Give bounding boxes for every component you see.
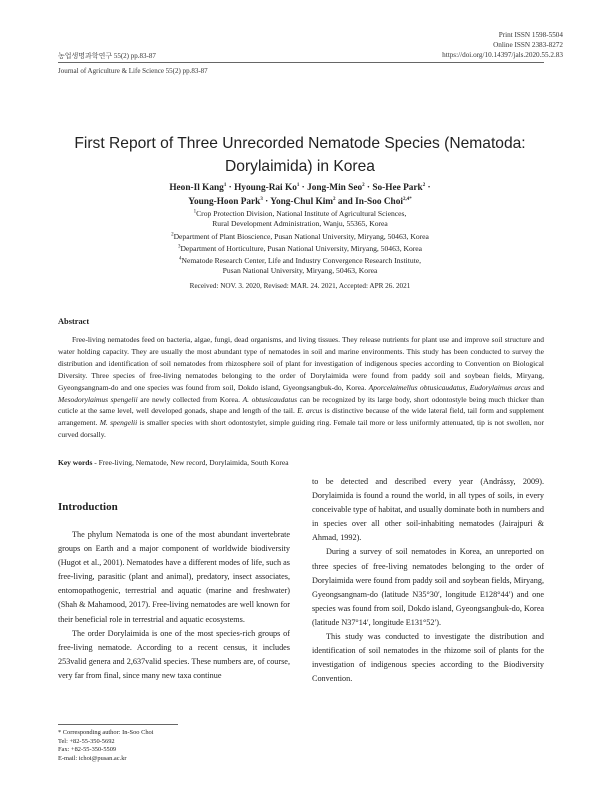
author-sup: 2 (422, 182, 426, 188)
affil-sup: 1 (193, 209, 197, 215)
journal-korean: 농업생명과학연구 55(2) pp.83-87 (58, 52, 156, 60)
issn-block (442, 30, 563, 60)
received-dates: Received: NOV. 3. 2020, Revised: MAR. 24. 2021, Accepted: APR 26. 2021 (189, 282, 411, 290)
affiliation-1-cont: Rural Development Administration, Wanju, 55365, Korea (212, 219, 388, 229)
title-line-1: First Report of Three Unrecorded Nematode Species (Nematoda: (74, 135, 526, 152)
journal-english: Journal of Agriculture & Life Science 55(2) pp.83-87 (58, 67, 208, 75)
footnote-rule (58, 724, 178, 725)
abstract-text: and (530, 382, 545, 392)
species-name: Eudorylaimus arcus (469, 382, 531, 392)
title-line-2: Dorylaimida) in Korea (225, 158, 375, 175)
author-name: Heon-Il Kang (169, 183, 224, 193)
tel: Tel: +82-55-350-5692 (58, 737, 115, 745)
author-separator: · (425, 183, 431, 193)
author-name: · Yong-Chul Kim (262, 197, 334, 207)
author-sup: 1 (296, 182, 300, 188)
right-column (312, 475, 544, 686)
author-sup: 1 (223, 182, 227, 188)
keywords (58, 458, 289, 467)
species-name: Aporcelaimellus obtusicaudatus (368, 382, 466, 392)
affiliation-4-cont: Pusan National University, Miryang, 50463, Korea (222, 266, 378, 276)
species-name: A. obtusicaudatus (242, 394, 298, 404)
intro-paragraph: The order Dorylaimida is one of the most species-rich groups of free-living nematode. According to a recent census, it includes 253valid genera and 2,637valid species. These numbers are, of course, very far from final, since many new taxa continue (58, 628, 290, 680)
keywords-text: - Free-living, Nematode, New record, Dorylaimida, South Korea (92, 458, 289, 467)
fax: Fax: +82-55-350-5509 (58, 746, 117, 754)
section-heading-introduction: Introduction (58, 501, 118, 513)
species-name: M. spengelii (99, 418, 138, 428)
abstract-text: can be recognized by its large body, short odontostyle being much thicker than cuticle at the same level, well developed gonads, shape and length of the tail. (58, 394, 545, 416)
affil-sup: 3 (177, 244, 181, 250)
abstract-text: are newly collected from Korea. (137, 394, 243, 404)
affiliation-1: Crop Protection Division, National Institute of Agricultural Sciences, (196, 209, 407, 218)
intro-paragraph: to be detected and described every year (Andrássy, 2009). Dorylaimida is found a round the world, in all types of soils, in every conceivable type of habitat, and usually dominate both in numbers and in species over all other soil-inhabiting nematodes (Jairajpuri & Ahmad, 1992). (312, 477, 544, 543)
corresponding-author: * Corresponding author: In-Soo Choi (58, 729, 154, 736)
author-name: · Hyoung-Rai Ko (226, 183, 297, 193)
header-rule (58, 62, 544, 63)
print-issn: Print ISSN 1598-5504 (498, 31, 563, 39)
paper-title (40, 132, 560, 178)
author-name: · Jong-Min Seo (299, 183, 363, 193)
abstract-text: is smaller species with short odontostylet, simple guiding ring. Female tail more or less uniformly attenuated, tip is not swollen, nor curved dorsally. (58, 418, 544, 440)
author-list (60, 181, 540, 209)
author-name: Young-Hoon Park (188, 197, 261, 207)
doi-link[interactable]: https://doi.org/10.14397/jals.2020.55.2.83 (442, 51, 563, 59)
online-issn: Online ISSN 2383-8272 (493, 41, 563, 49)
abstract-text: Free-living nematodes feed on bacteria, algae, fungi, dead organisms, and living tissues. They release nutrients for plant use and improve soil structure and water holding capacity. They are usually the most abundant type of nematodes in soil and marine environments. This study has been conducted to survey the distribution and identification of soil nematodes from rhizosphere soil of plant for investigation of indigenous species according to Convention on Biological Diversity. Three species of free-living nematodes belonging to the order of Dorylaimida were found from paddy soil and soybean fields, Miryang, Gyeongsangnam-do and one species was found from soil, Dokdo island, Gyeongsangbuk-do, Korea. (58, 335, 544, 392)
intro-paragraph: This study was conducted to investigate the distribution and identification of soil nematodes in the rhizome soil of plants for the investigation of indigenous species according to the Biodiversity Convention. (312, 632, 544, 684)
author-sup: 2,4* (402, 196, 412, 202)
abstract-body (58, 334, 544, 441)
corresponding-footnote (58, 729, 154, 763)
affiliations (80, 209, 520, 277)
author-sup: 2 (362, 182, 365, 188)
affil-sup: 2 (171, 232, 174, 238)
abstract-text: is distinctive because of the wide lateral field, tail form and supplement arrangement. (58, 406, 545, 428)
affil-sup: 4 (178, 256, 182, 262)
author-name: and In-Soo Choi (335, 197, 403, 207)
author-name: · So-Hee Park (364, 183, 423, 193)
author-sup: 2 (333, 196, 336, 202)
abstract-text: , (465, 382, 470, 392)
intro-paragraph: The phylum Nematoda is one of the most abundant invertebrate groups on Earth and a major component of worldwide biodiversity (Hugot et al., 2001). Nematodes have a different modes of life, such as free-living, parasitic (plant and animal), predatory, insect associates, entomopathogenic, terrestrial and aquatic (marine and freshwater) (Shah & Mahamood, 2017). Free-living nematodes are well known for their beneficial role in terrestrial and aquatic ecosystems. (58, 530, 290, 624)
affiliation-4: Nematode Research Center, Life and Industry Convergence Research Institute, (181, 256, 421, 266)
author-sup: 3 (260, 196, 263, 202)
left-column (58, 528, 290, 683)
keywords-label: Key words (58, 458, 93, 467)
intro-paragraph: During a survey of soil nematodes in Korea, an unreported on three species of free-living nematodes belonging to the order of Dorylaimida were found from paddy soil and soybean fields, Miryang, Gyeongsangnam-do (latitude N35°30′, longitude E128°44′) and one species was found from soil, Dokdo island, Gyeongsangbuk-do, Korea (latitude N37°14′, longitude E131°52′). (312, 547, 544, 627)
affiliation-3: Department of Horticulture, Pusan National University, Miryang, 50463, Korea (180, 243, 423, 253)
affiliation-2: Department of Plant Bioscience, Pusan National University, Miryang, 50463, Korea (173, 231, 429, 241)
email-link[interactable]: E-mail: ichoi@pusan.ac.kr (58, 754, 127, 762)
species-name: Mesodorylaimus spengelii (58, 394, 138, 404)
species-name: E. arcus (297, 406, 323, 416)
abstract-heading: Abstract (58, 317, 90, 326)
